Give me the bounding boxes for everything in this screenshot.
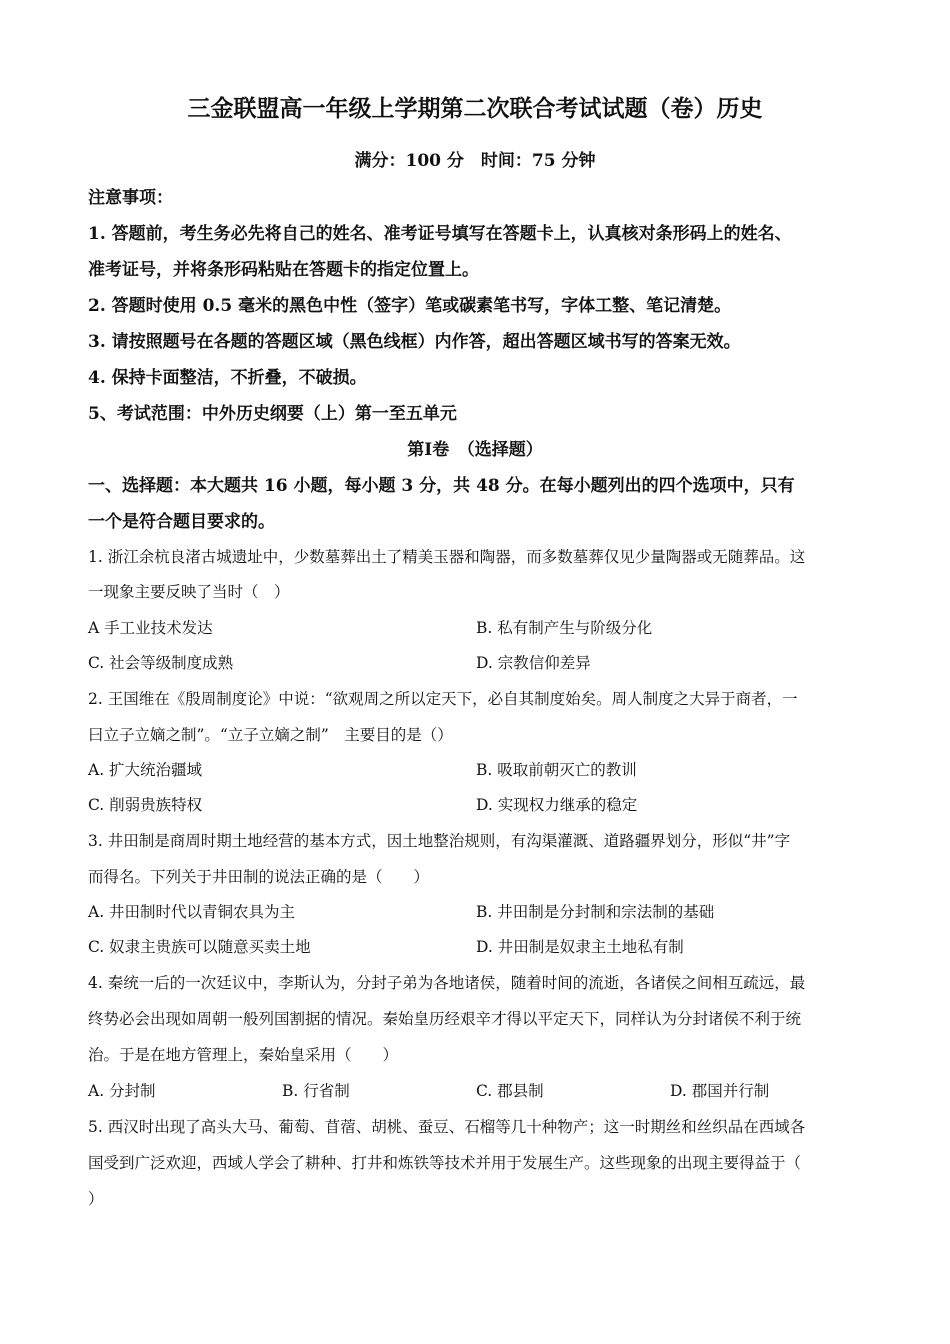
question-2-option-d: D. 实现权力继承的稳定 (476, 796, 638, 814)
notice-line: 5、考试范围：中外历史纲要（上）第一至五单元 (88, 404, 457, 424)
question-3-stem: 而得名。下列关于井田制的说法正确的是（ ） (88, 868, 430, 886)
section-instruction: 一、选择题：本大题共 16 小题，每小题 3 分，共 48 分。在每小题列出的四个选项中，只有 (88, 476, 795, 496)
question-4-option-c: C. 郡县制 (476, 1082, 544, 1100)
question-3-option-b: B. 井田制是分封制和宗法制的基础 (476, 903, 715, 921)
notice-line: 准考证号，并将条形码粘贴在答题卡的指定位置上。 (88, 260, 479, 280)
question-5-stem: 国受到广泛欢迎，西域人学会了耕种、打井和炼铁等技术并用于发展生产。这些现象的出现主要得益于（ (88, 1154, 802, 1172)
section-title: 第Ⅰ卷 （选择题） (407, 440, 543, 460)
exam-meta: 满分：100 分 时间：75 分钟 (354, 151, 596, 171)
question-4-option-d: D. 郡国并行制 (670, 1082, 770, 1100)
question-4-option-a: A. 分封制 (88, 1082, 156, 1100)
question-2-option-b: B. 吸取前朝灭亡的教训 (476, 761, 637, 779)
notice-line: 3. 请按照题号在各题的答题区域（黑色线框）内作答，超出答题区域书写的答案无效。 (88, 332, 741, 352)
question-4-stem: 治。于是在地方管理上，秦始皇采用（ ） (88, 1046, 399, 1064)
question-5-stem: ） (88, 1190, 104, 1208)
question-3-stem: 3. 井田制是商周时期土地经营的基本方式，因土地整治规则，有沟渠灌溉、道路疆界划分，形似“井”字 (88, 832, 791, 850)
notice-line: 4. 保持卡面整洁，不折叠，不破损。 (88, 368, 367, 388)
notice-line: 2. 答题时使用 0.5 毫米的黑色中性（签字）笔或碳素笔书写，字体工整、笔记清楚。 (88, 296, 732, 316)
question-1-stem: 1. 浙江余杭良渚古城遗址中，少数墓葬出土了精美玉器和陶器，而多数墓葬仅见少量陶器或无随葬品。这 (88, 548, 806, 566)
question-3-option-a: A. 井田制时代以青铜农具为主 (88, 903, 296, 921)
question-2-stem: 2. 王国维在《殷周制度论》中说：“欲观周之所以定天下，必自其制度始矣。周人制度之大异于商者，一 (88, 690, 798, 708)
question-3-option-d: D. 井田制是奴隶主土地私有制 (476, 938, 684, 956)
question-4-stem: 终势必会出现如周朝一般列国割据的情况。秦始皇历经艰辛才得以平定天下，同样认为分封诸侯不利于统 (88, 1010, 802, 1028)
question-2-stem: 曰立子立嫡之制”。“立子立嫡之制” 主要目的是（） (88, 726, 453, 744)
question-4-stem: 4. 秦统一后的一次廷议中，李斯认为，分封子弟为各地诸侯，随着时间的流逝，各诸侯之间相互疏远，最 (88, 974, 806, 992)
question-4-option-b: B. 行省制 (282, 1082, 350, 1100)
question-2-option-a: A. 扩大统治疆域 (88, 761, 203, 779)
page-title: 三金联盟高一年级上学期第二次联合考试试题（卷）历史 (187, 95, 763, 122)
notice-heading: 注意事项： (88, 188, 173, 208)
notice-line: 1. 答题前，考生务必先将自己的姓名、准考证号填写在答题卡上，认真核对条形码上的姓名、 (88, 224, 792, 244)
question-1-stem: 一现象主要反映了当时（ ） (88, 583, 290, 601)
question-1-option-c: C. 社会等级制度成熟 (88, 654, 234, 672)
question-2-option-c: C. 削弱贵族特权 (88, 796, 203, 814)
question-1-option-b: B. 私有制产生与阶级分化 (476, 619, 653, 637)
question-1-option-a: A 手工业技术发达 (88, 619, 213, 637)
section-instruction: 一个是符合题目要求的。 (88, 512, 275, 532)
question-5-stem: 5. 西汉时出现了高头大马、葡萄、苜蓿、胡桃、蚕豆、石榴等几十种物产；这一时期丝和丝织品在西域各 (88, 1118, 806, 1136)
question-3-option-c: C. 奴隶主贵族可以随意买卖土地 (88, 938, 311, 956)
question-1-option-d: D. 宗教信仰差异 (476, 654, 591, 672)
